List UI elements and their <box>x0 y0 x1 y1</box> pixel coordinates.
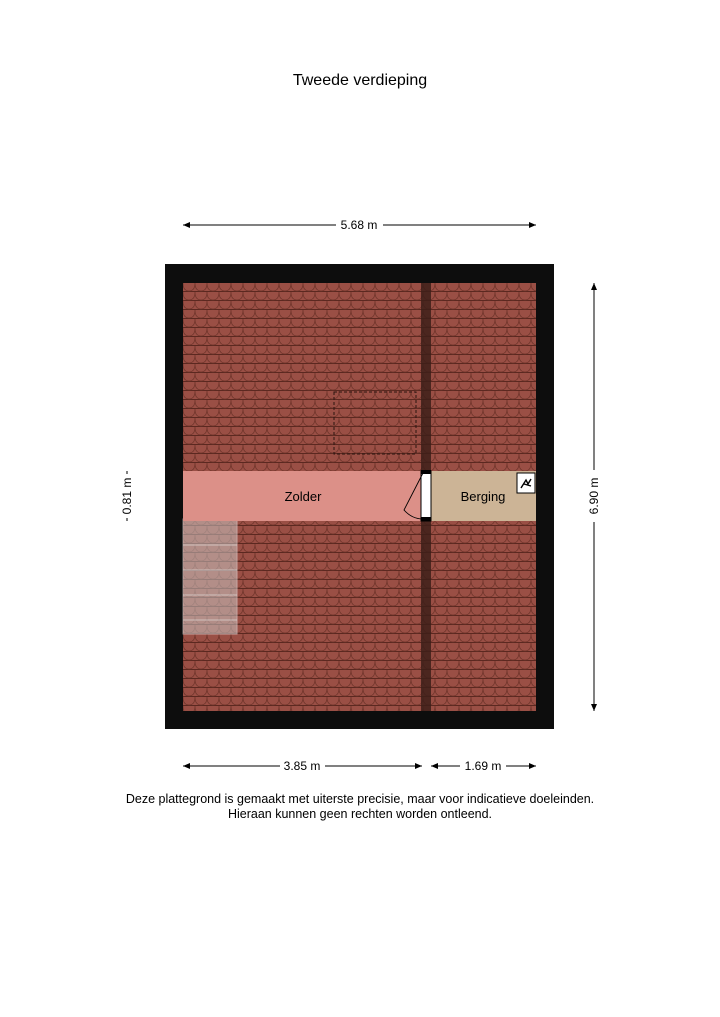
disclaimer-line-1: Deze plattegrond is gemaakt met uiterste precisie, maar voor indicatieve doeleinden. <box>125 792 595 806</box>
door-jamb-top <box>421 470 431 474</box>
floor-title: Tweede verdieping <box>292 72 428 89</box>
boiler-symbol <box>517 473 535 493</box>
room-label-berging: Berging <box>460 489 506 504</box>
door-frame <box>421 471 431 521</box>
dimension-top-width: 5.68 m <box>340 218 378 232</box>
dimension-right-height: 6.90 m <box>587 477 601 515</box>
disclaimer-line-2: Hieraan kunnen geen rechten worden ontleend. <box>227 807 493 821</box>
room-label-zolder: Zolder <box>284 489 322 504</box>
dimension-bottom-left: 3.85 m <box>283 759 321 773</box>
disclaimer <box>0 792 720 822</box>
stair-hatch <box>183 519 237 634</box>
door-jamb-bottom <box>421 517 431 521</box>
dimension-bottom-right: 1.69 m <box>464 759 502 773</box>
dimension-left-height: 0.81 m <box>120 477 134 515</box>
